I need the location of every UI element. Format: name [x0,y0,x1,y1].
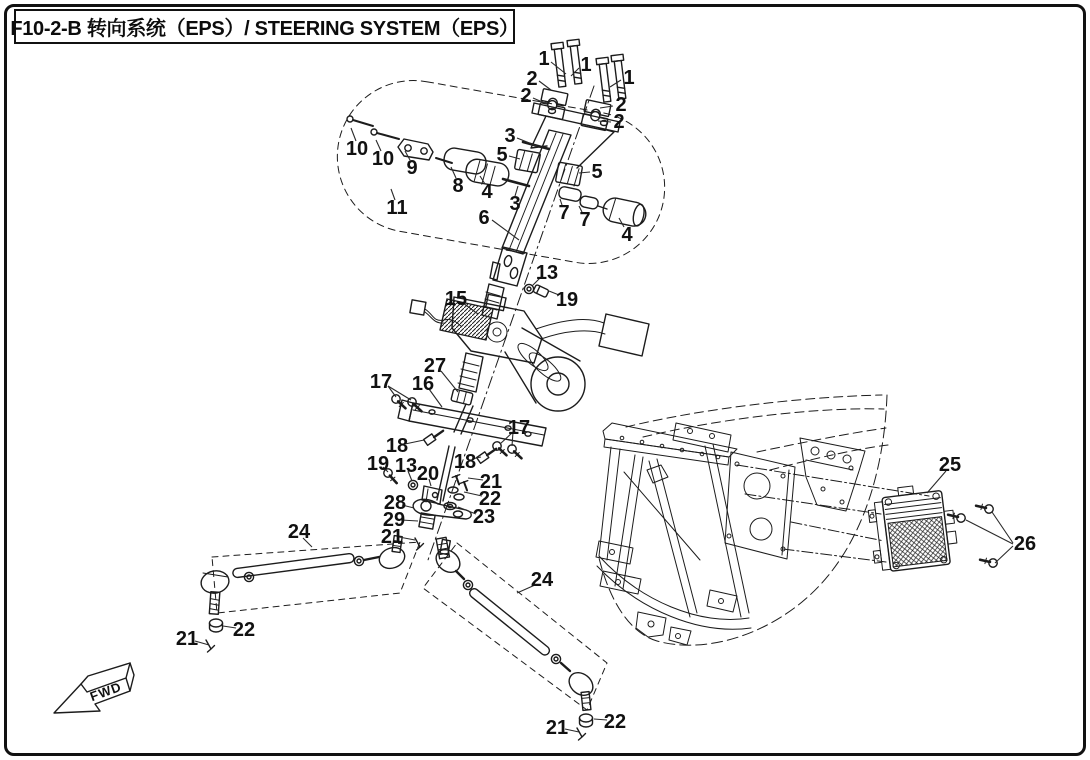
callout-label-17: 17 [369,371,393,393]
fwd-arrow [54,663,134,713]
callout-label-19: 19 [366,453,390,475]
leader-line-2 [598,121,611,122]
callout-label-7: 7 [558,202,570,224]
tie-rod-nut-22 [210,619,223,632]
callout-label-17: 17 [507,417,531,439]
wire-connector-left [410,300,426,315]
callout-layer [176,48,1036,739]
callout-label-7: 7 [579,209,591,231]
callout-label-11: 11 [386,197,408,219]
callout-label-10: 10 [345,138,369,160]
callout-label-5: 5 [591,161,603,183]
callout-label-13: 13 [535,262,559,284]
callout-label-21: 21 [380,526,404,548]
callout-label-25: 25 [938,454,962,476]
callout-label-18: 18 [453,451,477,473]
diagram-title: F10-2-B 转向系统（EPS）/ STEERING SYSTEM（EPS） [14,9,515,44]
tie-rod-nut-22 [580,714,593,727]
leader-line-1 [610,80,621,87]
callout-label-19: 19 [555,289,579,311]
callout-label-3: 3 [509,193,521,215]
leader-line-5 [579,172,590,173]
callout-label-8: 8 [452,175,464,197]
leader-line-6 [492,220,519,240]
callout-label-18: 18 [385,435,409,457]
bracket-bolt-18 [477,446,498,464]
bracket-bolt-17 [507,444,524,458]
callout-label-5: 5 [496,144,508,166]
eps-control-unit [866,481,959,573]
callout-label-2: 2 [613,111,625,133]
callout-label-28: 28 [383,492,407,514]
cotter-pin-21 [577,728,586,740]
column-top-plate [531,103,620,168]
callout-label-9: 9 [406,157,418,179]
callout-label-2: 2 [615,94,627,116]
callout-label-4: 4 [481,181,493,203]
callout-label-1: 1 [580,54,592,76]
cotter-pin-21 [206,640,215,652]
fwd-label: FWD [87,678,124,705]
bolt-19-upper [533,284,549,297]
callout-label-29: 29 [382,509,406,531]
callout-label-26: 26 [1013,533,1037,555]
callout-label-27: 27 [423,355,447,377]
callout-label-10: 10 [371,148,395,170]
leader-line-5 [509,156,520,159]
callout-label-22: 22 [478,488,502,510]
wire-connector-right [599,314,649,356]
callout-label-22: 22 [232,619,256,641]
frame-section [596,395,929,645]
callout-label-15: 15 [444,288,468,310]
callout-label-24: 24 [287,521,311,543]
callout-label-21: 21 [479,471,503,493]
ecu-bolt-26 [976,501,994,517]
callout-label-21: 21 [175,628,199,650]
callout-label-2: 2 [520,85,532,107]
leader-line-1 [571,68,579,76]
callout-label-23: 23 [472,506,496,528]
callout-label-16: 16 [411,373,435,395]
callout-label-6: 6 [478,207,490,229]
leader-line-26 [995,546,1013,563]
callout-label-21: 21 [545,717,569,739]
eps-motor-cylinder [505,328,585,411]
callout-label-22: 22 [603,711,627,733]
callout-label-20: 20 [416,463,440,485]
callout-label-3: 3 [504,125,516,147]
tie-rod-right [423,539,607,740]
callout-label-1: 1 [538,48,550,70]
callout-label-13: 13 [394,455,418,477]
bracket-bolt-18 [424,428,445,446]
callout-label-24: 24 [530,569,554,591]
callout-label-2: 2 [526,68,538,90]
callout-label-1: 1 [623,67,635,89]
callout-label-4: 4 [621,224,633,246]
